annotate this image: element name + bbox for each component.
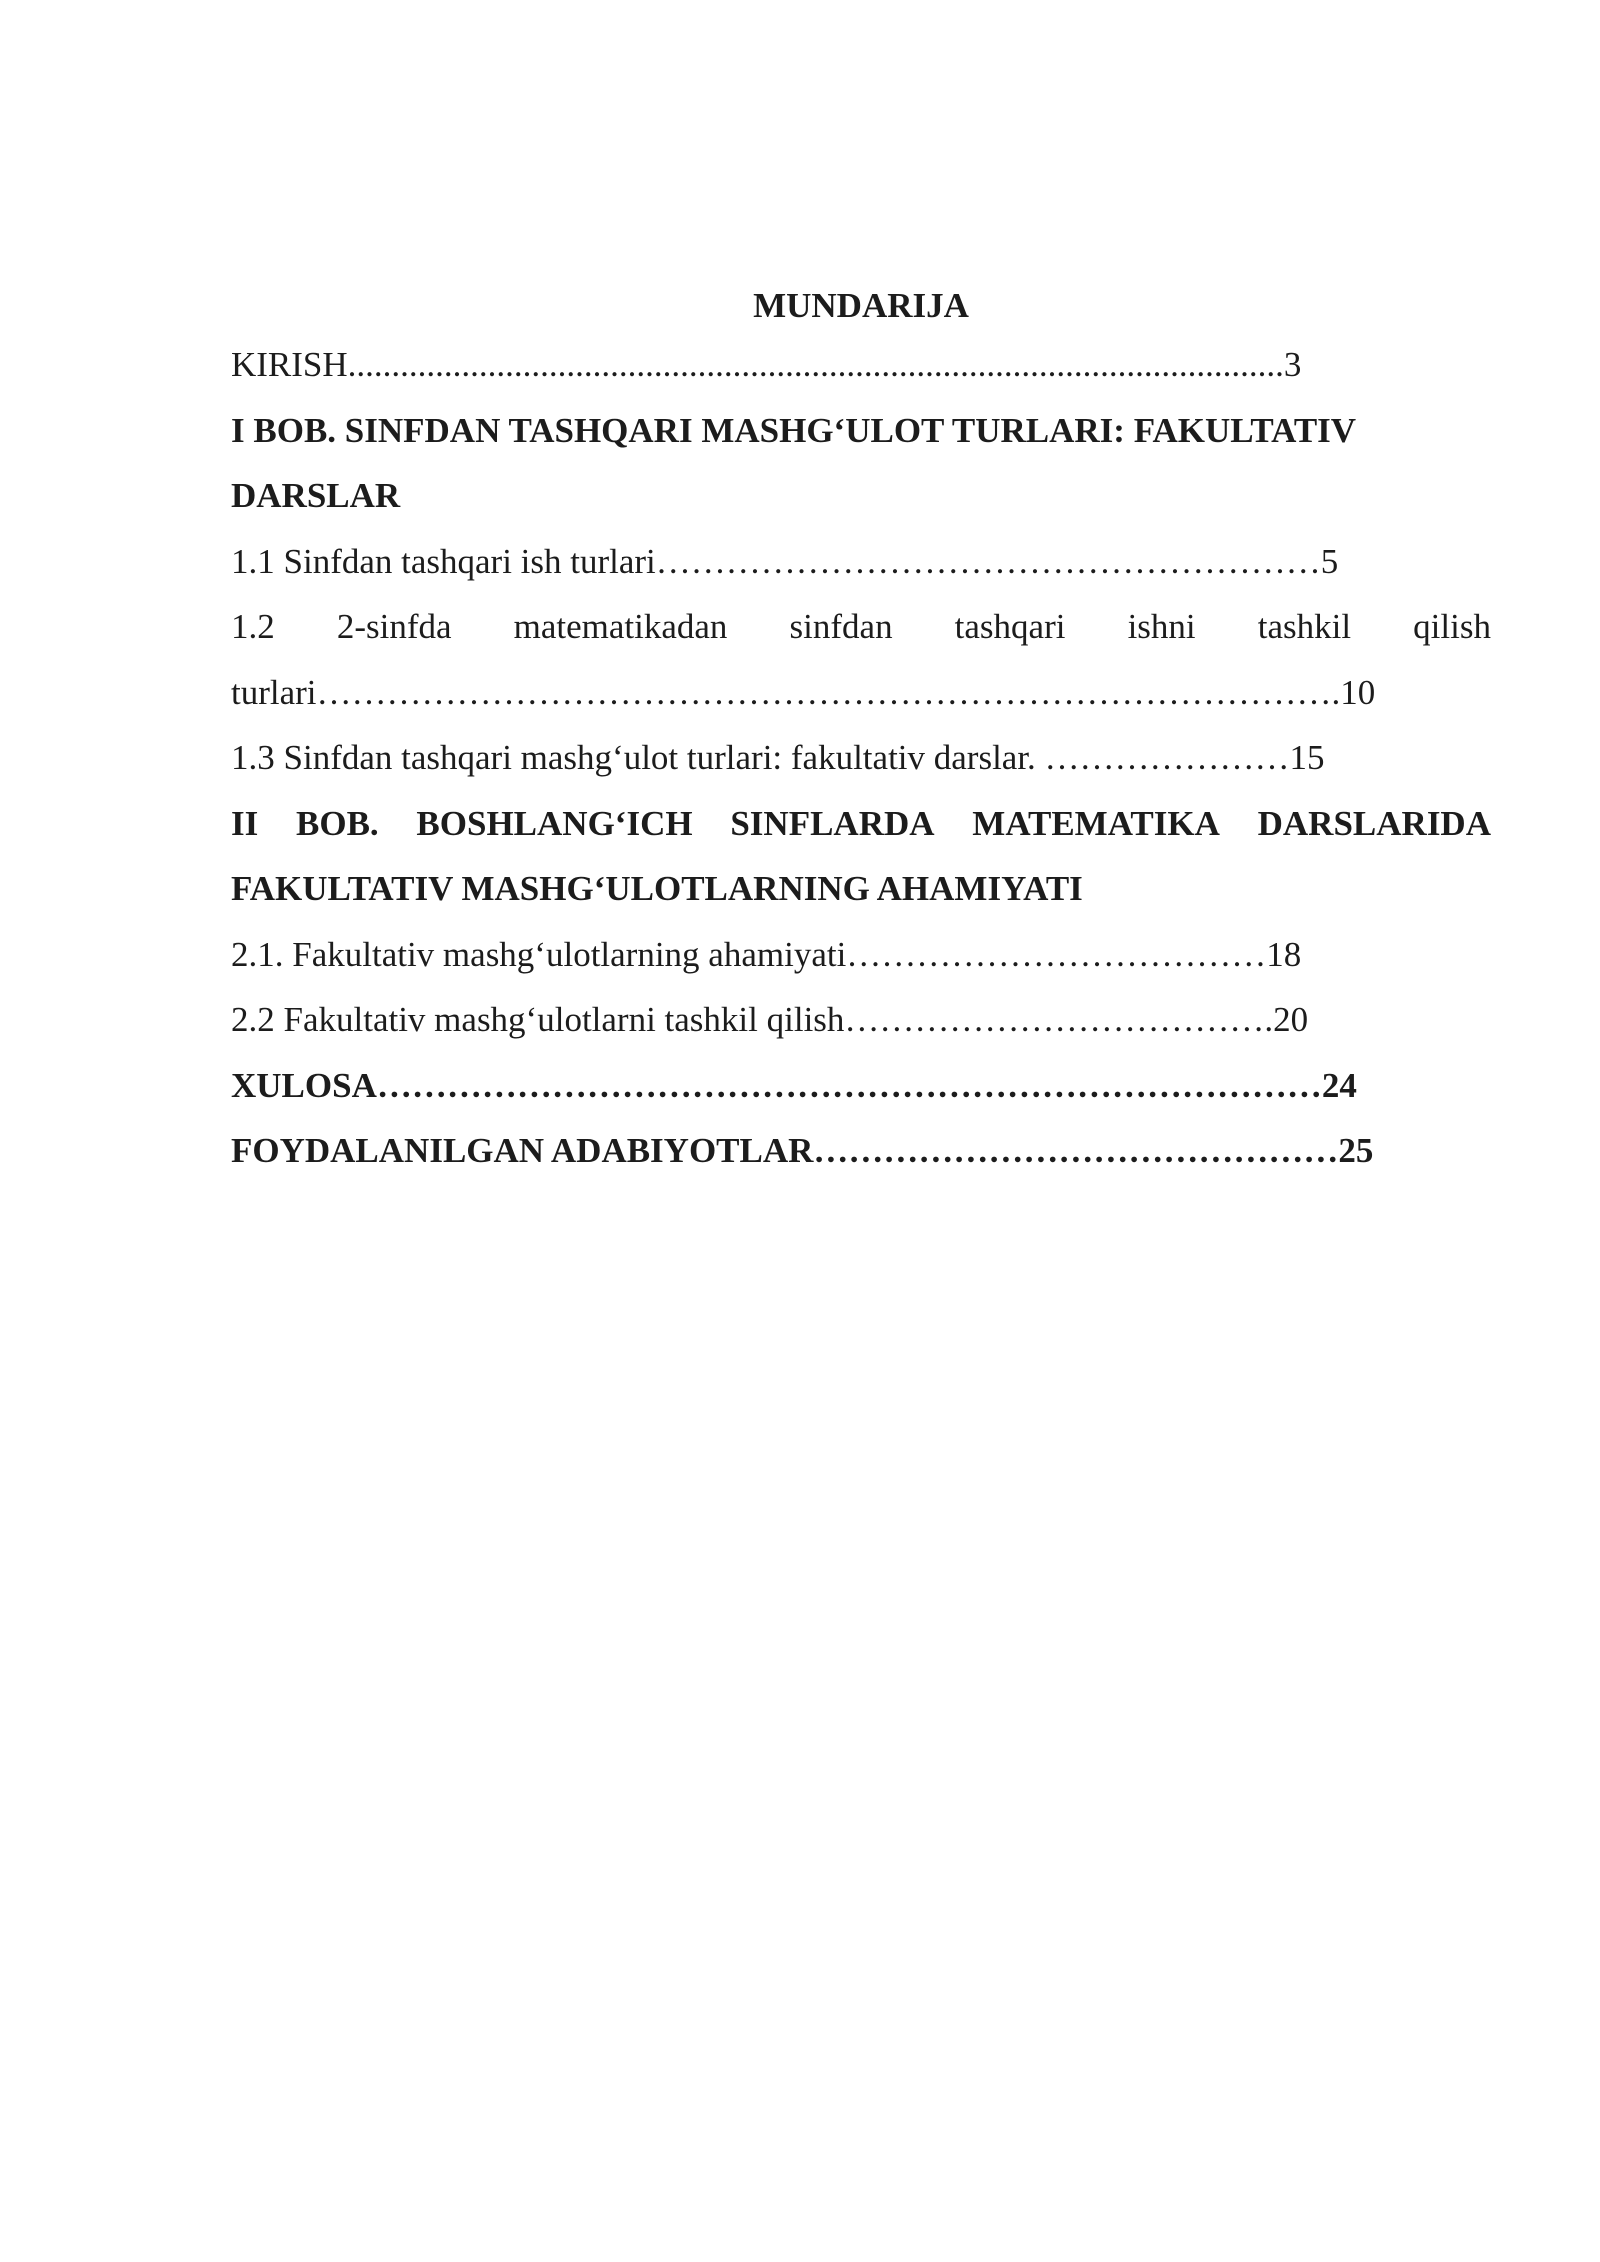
- toc-entry-2-1: 2.1. Fakultativ mashg‘ulotlarning ahamiyati………………………………18: [231, 934, 1302, 974]
- table-of-contents: [231, 280, 1491, 1184]
- toc-word: ishni: [1127, 607, 1196, 646]
- toc-entry-1-1: 1.1 Sinfdan tashqari ish turlari…………………………………………………5: [231, 541, 1339, 581]
- toc-title: MUNDARIJA: [753, 286, 969, 325]
- toc-word: 1.2: [231, 607, 275, 646]
- toc-word: BOSHLANG‘ICH: [416, 803, 693, 843]
- toc-word: tashqari: [954, 607, 1066, 646]
- toc-entry-kirish: KIRISH...........................................................................................................3: [231, 345, 1302, 384]
- toc-entry-1-3: 1.3 Sinfdan tashqari mashg‘ulot turlari: fakultativ darslar. …………………15: [231, 738, 1325, 777]
- toc-chapter2-line2: FAKULTATIV MASHG‘ULOTLARNING AHAMIYATI: [231, 869, 1083, 908]
- toc-word: matematikadan: [513, 607, 728, 646]
- toc-word: MATEMATIKA: [972, 803, 1220, 843]
- toc-word: sinfdan: [789, 607, 893, 646]
- toc-entry-2-2: 2.2 Fakultativ mashg‘ulotlarni tashkil qilish……………………………….20: [231, 1000, 1309, 1039]
- toc-entry-adabiyotlar: FOYDALANILGAN ADABIYOTLAR………………………………………25: [231, 1131, 1374, 1170]
- toc-chapter2-line1: [231, 791, 1491, 857]
- toc-entry-xulosa: XULOSA………………………………………………………………………24: [231, 1065, 1357, 1105]
- toc-entry-1-2-line2: turlari…………………………………………………………………………….10: [231, 672, 1376, 712]
- toc-word: BOB.: [296, 803, 379, 843]
- toc-word: SINFLARDA: [730, 803, 935, 843]
- toc-word: DARSLARIDA: [1257, 803, 1491, 843]
- toc-chapter1-line1: I BOB. SINFDAN TASHQARI MASHG‘ULOT TURLARI: FAKULTATIV: [231, 410, 1357, 450]
- toc-word: 2-sinfda: [336, 607, 452, 646]
- toc-word: II: [231, 803, 259, 843]
- toc-chapter1-line2: DARSLAR: [231, 476, 401, 515]
- toc-entry-1-2-line1: [231, 594, 1491, 660]
- toc-word: tashkil: [1257, 607, 1352, 646]
- toc-word: qilish: [1413, 607, 1491, 646]
